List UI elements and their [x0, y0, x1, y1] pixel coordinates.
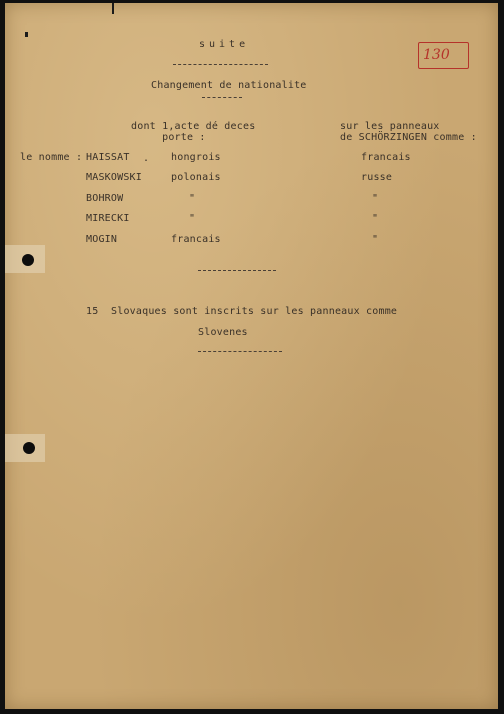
divider [198, 270, 276, 271]
nationality-death-certificate: polonais [171, 172, 221, 183]
person-name: MIRECKI [86, 213, 130, 224]
continued-label: suite [199, 39, 250, 50]
title-underline [202, 97, 242, 98]
nationality-panels: francais [361, 152, 411, 163]
person-name: MOGIN [86, 234, 118, 245]
nationality-death-certificate: " [189, 213, 196, 224]
nationality-panels: " [372, 193, 379, 204]
punch-hole-bottom [23, 442, 35, 454]
nationality-death-certificate: " [189, 193, 196, 204]
divider [173, 64, 268, 65]
nationality-panels: " [372, 234, 379, 245]
row-prefix: le nomme : [20, 152, 83, 163]
ink-mark [112, 3, 114, 14]
note-count: 15 [86, 306, 99, 317]
section-title: Changement de nationalite [151, 80, 307, 91]
archive-number: 130 [423, 47, 450, 63]
row-marker: . [143, 153, 150, 164]
note-text-continued: Slovenes [198, 327, 248, 338]
person-name: BOHROW [86, 193, 124, 204]
person-name: MASKOWSKI [86, 172, 142, 183]
person-name: HAISSAT [86, 152, 130, 163]
punch-hole-top [22, 254, 34, 266]
nationality-death-certificate: francais [171, 234, 221, 245]
nationality-death-certificate: hongrois [171, 152, 221, 163]
column-header-death-certificate: dont 1,acte dé deces porte : [131, 121, 256, 143]
note-text: Slovaques sont inscrits sur les panneaux comme [111, 306, 398, 317]
nationality-panels: " [372, 213, 379, 224]
archive-number-stamp [418, 42, 469, 69]
nationality-panels: russe [361, 172, 393, 183]
document-page [5, 3, 498, 709]
ink-mark [25, 32, 28, 37]
column-header-panels: sur les panneaux de SCHÖRZINGEN comme : [340, 121, 477, 143]
divider [198, 351, 282, 352]
